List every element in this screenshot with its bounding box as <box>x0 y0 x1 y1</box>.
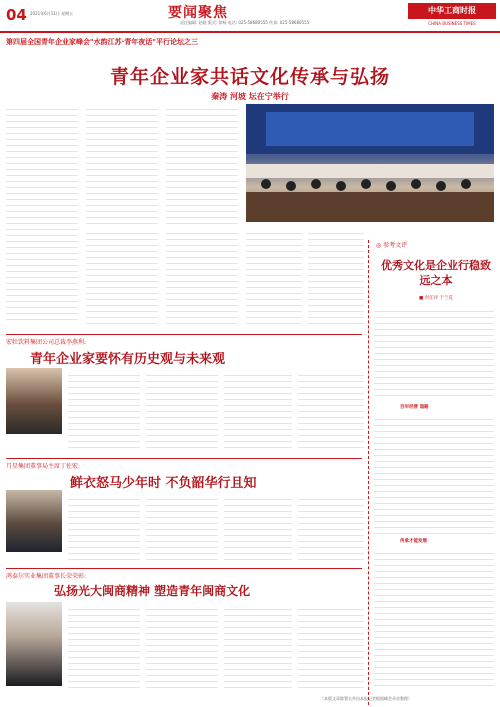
section-divider <box>6 334 362 335</box>
speaker-photo-2 <box>6 490 62 552</box>
section4-headline: 弘扬光大闽商精神 塑造青年闽商文化 <box>54 584 251 598</box>
header-rule <box>0 31 500 33</box>
section4-column-2 <box>146 604 218 692</box>
section3-kicker: 月星集团董事局主席丁佐宏: <box>6 463 81 470</box>
section-title: 要闻聚焦 <box>168 5 228 21</box>
section4-column-4 <box>298 604 364 692</box>
commentary-author: ■ 责任评 于兰花 <box>418 296 454 301</box>
section3-headline: 鲜衣怒马少年时 不负韶华行且知 <box>70 476 257 491</box>
section4-column-1 <box>68 604 140 692</box>
commentary-subhead-2: 传承才能发展 <box>400 539 427 544</box>
lead-column-1 <box>6 104 78 334</box>
lead-column-2b <box>86 228 158 328</box>
section3-column-2 <box>146 494 218 564</box>
commentary-body-1 <box>374 306 494 401</box>
section2-kicker: 宏牡饮料集团公司总裁李燕利: <box>6 339 87 346</box>
newspaper-logo: 中华工商时报 <box>408 3 496 19</box>
section2-column-1 <box>68 370 140 450</box>
section4-column-3 <box>224 604 292 692</box>
commentary-body-3 <box>374 548 494 690</box>
forum-photo <box>246 104 494 222</box>
newspaper-logo-sub: CHINA BUSINESS TIMES <box>428 21 476 26</box>
section3-column-4 <box>298 494 364 564</box>
lead-column-5 <box>308 228 364 328</box>
main-byline: 秦涛 河坡 坛在宁举行 <box>211 92 289 101</box>
commentary-tag: ◎ 参考文评 <box>376 242 408 249</box>
commentary-headline: 优秀文化是企业行稳致远之本 <box>381 259 491 287</box>
section2-column-4 <box>298 370 364 450</box>
section3-column-3 <box>224 494 292 564</box>
section3-column-1 <box>68 494 140 564</box>
lead-column-3b <box>166 228 238 328</box>
forum-photo-art <box>246 104 494 222</box>
section2-headline: 青年企业家要怀有历史观与未来观 <box>30 352 226 367</box>
commentary-subhead-1: 百年经营 道路 <box>400 405 429 410</box>
masthead <box>0 0 500 34</box>
section2-column-3 <box>224 370 292 450</box>
lead-column-2 <box>86 104 158 224</box>
date-line: 2021年6月11日 星期五 <box>30 11 74 16</box>
lead-column-3 <box>166 104 238 224</box>
speaker-photo-3 <box>6 602 62 686</box>
section-divider <box>6 458 362 459</box>
section-divider <box>6 568 362 569</box>
section-editor-line: 责任编辑: 赵晓 版式: 徐杨 电话: 025-58680555 传真: 025-58680555 <box>180 20 310 25</box>
section2-column-2 <box>146 370 218 450</box>
page-footer-note: （本版文章除署名外由本报记者根据峰会录音整理） <box>320 696 412 701</box>
main-headline: 青年企业家共话文化传承与弘扬 <box>109 66 390 88</box>
speaker-photo-1 <box>6 368 62 434</box>
section4-kicker: 鸿泰尔实业集团董事长荣荣彰: <box>6 573 87 580</box>
lead-column-4 <box>246 228 302 328</box>
page-number: 04 <box>6 6 27 24</box>
event-kicker: 第四届全国青年企业家峰会"水韵江苏·青年夜话"平行论坛之三 <box>6 38 198 46</box>
commentary-body-2 <box>374 414 494 534</box>
